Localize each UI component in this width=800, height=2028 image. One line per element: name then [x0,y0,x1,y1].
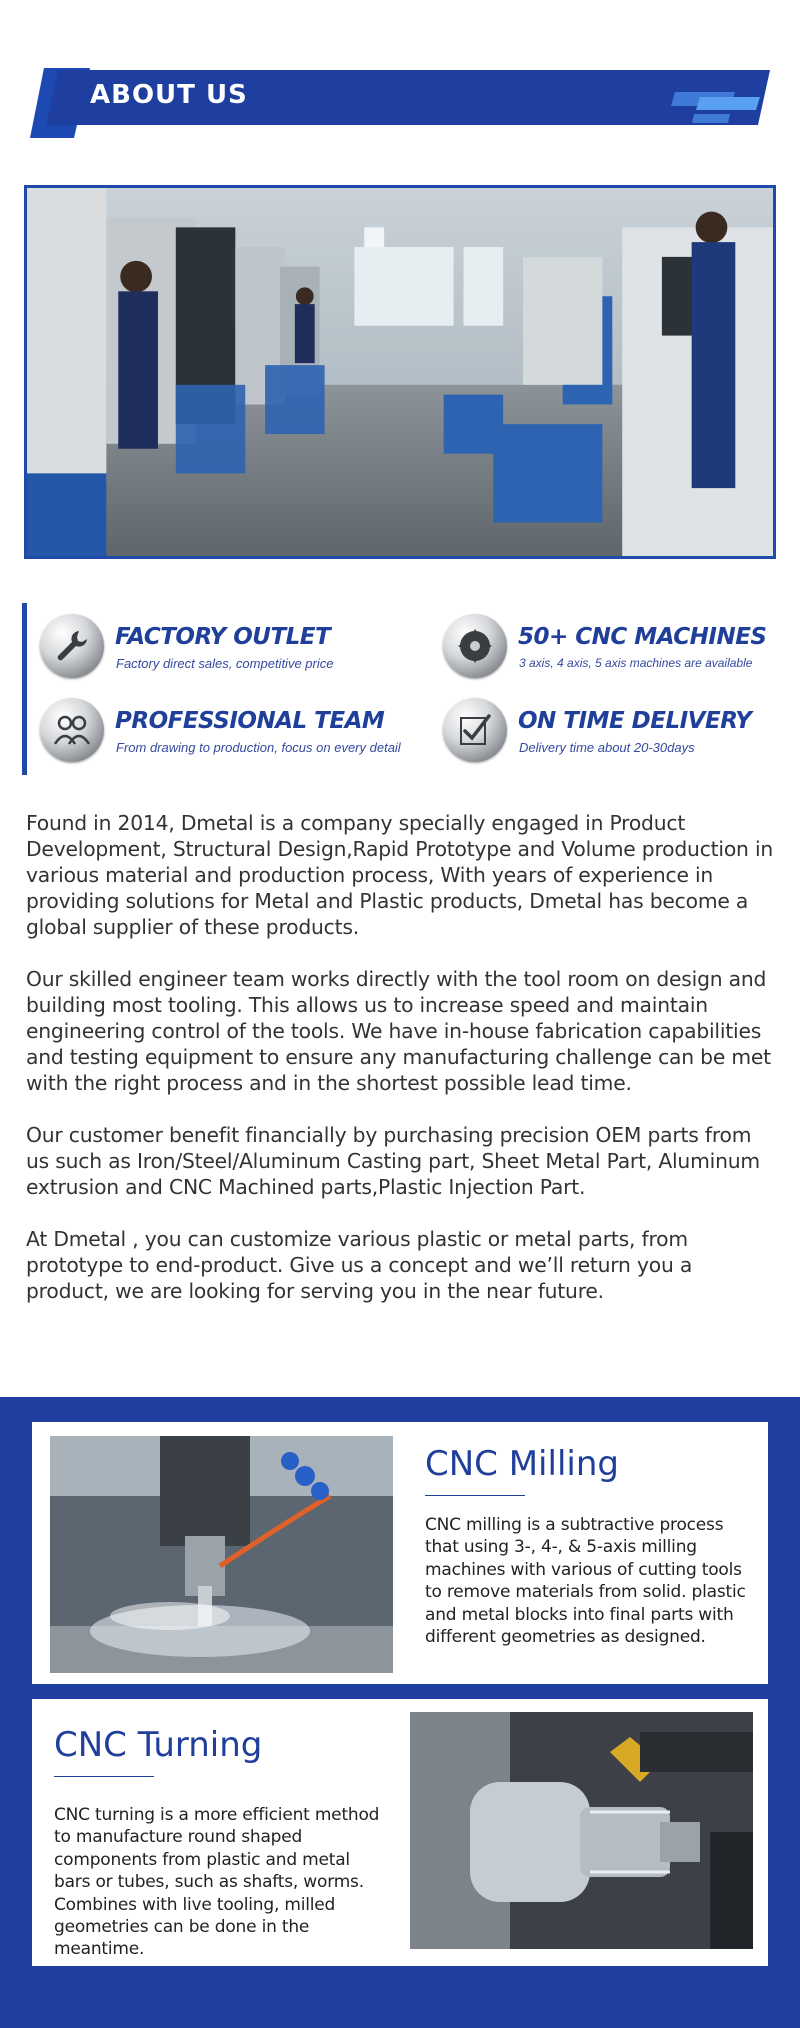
feature-on-time-delivery [443,698,800,768]
factory-floor-photo [24,185,776,559]
service-title: CNC Turning [54,1725,263,1765]
company-description [26,810,776,1330]
section-title: ABOUT US [90,80,248,110]
services-section [0,1397,800,2028]
about-us-banner [0,0,800,160]
cnc-milling-photo [50,1436,393,1673]
team-icon [40,698,104,762]
feature-title: FACTORY OUTLET [115,624,331,650]
feature-subtitle: Delivery time about 20-30days [519,740,695,755]
saw-blade-icon [443,614,507,678]
service-title: CNC Milling [425,1444,619,1484]
turning-illustration [410,1712,753,1949]
feature-subtitle: 3 axis, 4 axis, 5 axis machines are available [519,656,753,670]
description-paragraph: Our customer benefit financially by purchasing precision OEM parts from us such as Iron/Steel/Aluminum Casting part, Sheet Metal Part, Aluminum extrusion and CNC Machined parts,Plastic Injection Part. [26,1123,760,1199]
feature-factory-outlet [40,614,400,684]
service-description: CNC turning is a more efficient method to manufacture round shaped components from plastic and metal bars or tubes, such as shafts, worms. Combines with live tooling, milled geometries can be done in the meantime. [54,1805,380,1960]
feature-professional-team [40,698,400,768]
service-description: CNC milling is a subtractive process that using 3-, 4-, & 5-axis milling machines with various of cutting tools to remove materials from solid. plastic and metal blocks into final parts with different geometries as designed. [425,1515,746,1648]
feature-title: ON TIME DELIVERY [518,708,752,734]
features-accent-bar [22,603,27,775]
description-paragraph: At Dmetal , you can customize various plastic or metal parts, from prototype to end-product. Give us a concept and we’ll return you a product, we are looking for serving you in the near future. [26,1227,693,1303]
cnc-milling-card [32,1422,768,1684]
cnc-turning-card [32,1699,768,1966]
feature-title: PROFESSIONAL TEAM [115,708,385,734]
checkmark-icon [443,698,507,762]
feature-cnc-machines [443,614,800,684]
milling-illustration [50,1436,393,1673]
description-paragraph: Our skilled engineer team works directly with the tool room on design and building most tooling. This allows us to increase speed and maintain engineering control of the tools. We have in-house fabrication capabilities and testing equipment to ensure any manufacturing challenge can be met with the right process and in the shortest possible lead time. [26,967,771,1095]
description-paragraph: Found in 2014, Dmetal is a company specially engaged in Product Development, Structural Design,Rapid Prototype and Volume production in various material and production process, With years of experience in providing solutions for Metal and Plastic products, Dmetal has become a global supplier of these products. [26,811,774,939]
feature-subtitle: Factory direct sales, competitive price [116,656,334,671]
factory-illustration [27,188,773,556]
title-underline [54,1776,154,1777]
feature-subtitle: From drawing to production, focus on every detail [116,740,401,755]
feature-title: 50+ CNC MACHINES [518,624,767,650]
title-underline [425,1495,525,1496]
cnc-turning-photo [410,1712,753,1949]
wrench-icon [40,614,104,678]
